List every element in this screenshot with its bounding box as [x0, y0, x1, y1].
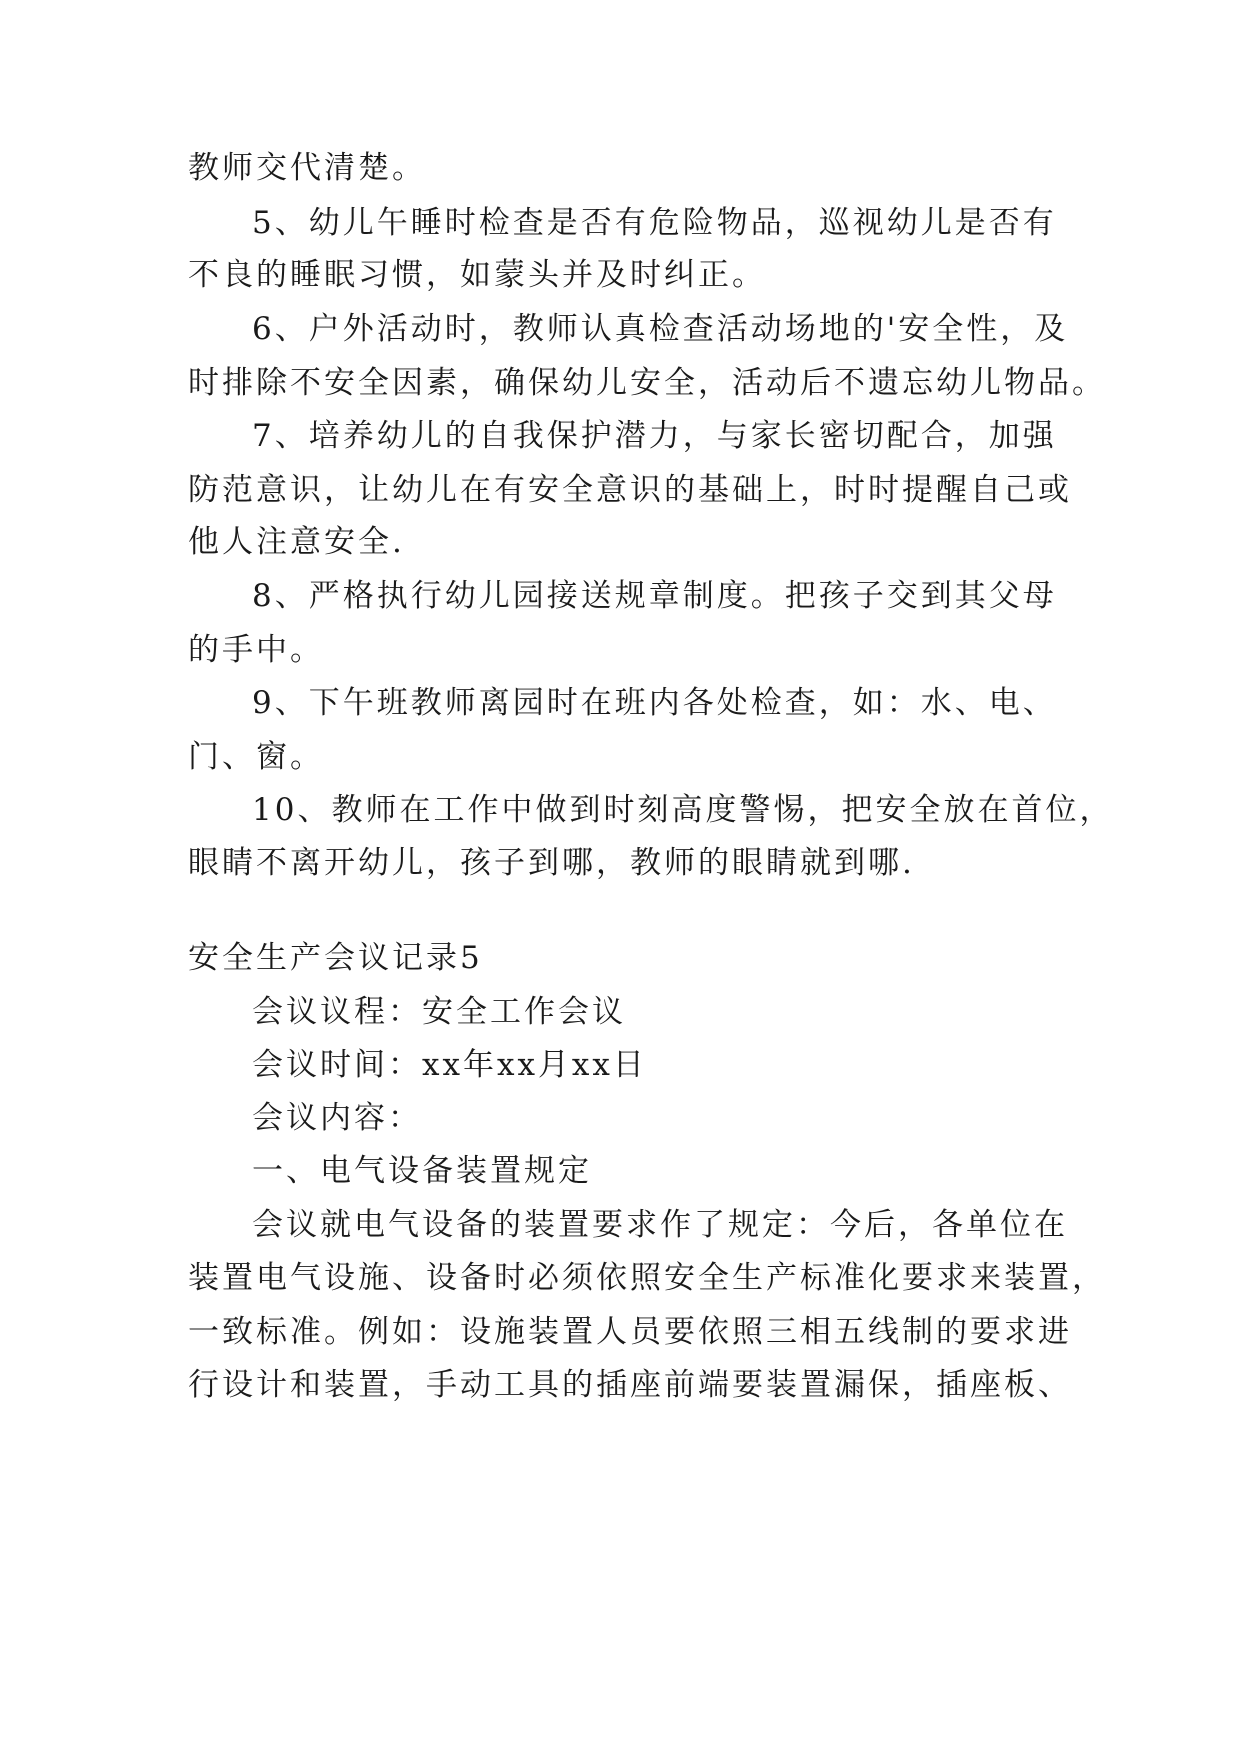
paragraph-line: 防范意识，让幼儿在有安全意识的基础上，时时提醒自己或: [188, 472, 1072, 508]
meeting-content-label: 会议内容：: [252, 1100, 422, 1136]
paragraph-line: 9、下午班教师离园时在班内各处检查，如：水、电、: [252, 685, 1057, 721]
section-heading: 安全生产会议记录5: [188, 940, 483, 976]
paragraph-line: 门、窗。: [188, 739, 324, 775]
paragraph-line: 教师交代清楚。: [188, 150, 426, 186]
document-page: [188, 0, 1114, 1754]
paragraph-line: 会议就电气设备的装置要求作了规定：今后，各单位在: [252, 1207, 1068, 1243]
paragraph-line: 一致标准。例如：设施装置人员要依照三相五线制的要求进: [188, 1314, 1072, 1350]
paragraph-line: 5、幼儿午睡时检查是否有危险物品，巡视幼儿是否有: [252, 205, 1057, 241]
paragraph-line: 10、教师在工作中做到时刻高度警惕，把安全放在首位，: [252, 792, 1114, 828]
paragraph-line: 不良的睡眠习惯，如蒙头并及时纠正。: [188, 257, 766, 293]
paragraph-line: 装置电气设施、设备时必须依照安全生产标准化要求来装置，: [188, 1260, 1106, 1296]
subsection-heading: 一、电气设备装置规定: [252, 1153, 592, 1189]
meeting-agenda: 会议议程：安全工作会议: [252, 994, 626, 1030]
paragraph-line: 眼睛不离开幼儿，孩子到哪，教师的眼睛就到哪.: [188, 845, 915, 881]
paragraph-line: 时排除不安全因素，确保幼儿安全，活动后不遗忘幼儿物品。: [188, 365, 1106, 401]
paragraph-line: 6、户外活动时，教师认真检查活动场地的'安全性，及: [252, 311, 1069, 347]
paragraph-line: 8、严格执行幼儿园接送规章制度。把孩子交到其父母: [252, 578, 1057, 614]
paragraph-line: 他人注意安全.: [188, 524, 405, 560]
meeting-time: 会议时间：xx年xx月xx日: [252, 1047, 647, 1083]
paragraph-line: 7、培养幼儿的自我保护潜力，与家长密切配合，加强: [252, 418, 1057, 454]
paragraph-line: 的手中。: [188, 632, 324, 668]
paragraph-line: 行设计和装置，手动工具的插座前端要装置漏保，插座板、: [188, 1367, 1072, 1403]
